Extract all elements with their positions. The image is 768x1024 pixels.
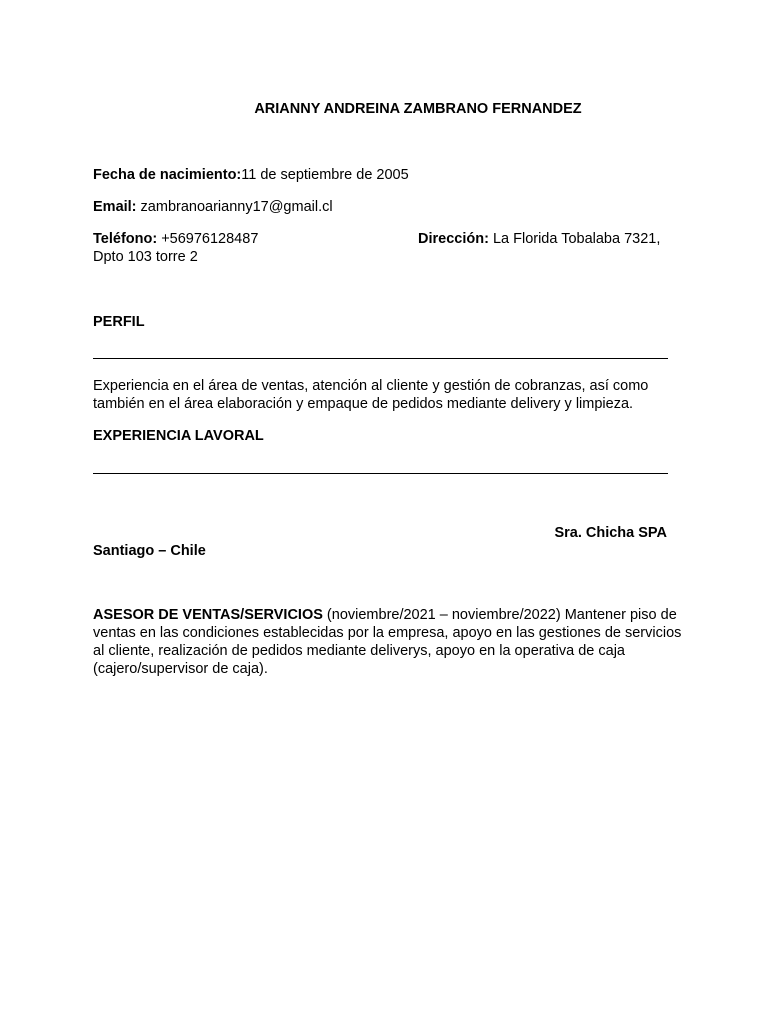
experience-divider [93, 473, 668, 474]
job-line-2: ventas en las condiciones establecidas por la empresa, apoyo en las gestiones de servicios [93, 625, 682, 641]
phone-value: +56976128487 [161, 231, 259, 247]
birth-date-value: 11 de septiembre de 2005 [241, 167, 409, 183]
profile-heading: PERFIL [93, 314, 145, 330]
company-name: Sra. Chicha SPA [554, 525, 667, 541]
email-line [93, 198, 333, 216]
address-value: La Florida Tobalaba 7321, [492, 231, 661, 247]
phone-line [93, 230, 258, 248]
address-line [418, 230, 660, 248]
profile-divider [93, 358, 668, 359]
company-location: Santiago – Chile [93, 543, 206, 559]
job-title: ASESOR DE VENTAS/SERVICIOS [93, 607, 323, 623]
phone-label: Teléfono: [93, 231, 158, 247]
address-label: Dirección: [418, 231, 489, 247]
job-line-3: al cliente, realización de pedidos mediante deliverys, apoyo en la operativa de caja [93, 643, 625, 659]
address-continuation: Dpto 103 torre 2 [93, 249, 198, 265]
job-line-1 [93, 606, 677, 624]
birth-date-label: Fecha de nacimiento: [93, 167, 242, 183]
birth-date-line [93, 166, 409, 184]
profile-text-line-1: Experiencia en el área de ventas, atención al cliente y gestión de cobranzas, así como [93, 378, 649, 394]
profile-text-line-2: también en el área elaboración y empaque de pedidos mediante delivery y limpieza. [93, 396, 634, 412]
job-line-1-rest: (noviembre/2021 – noviembre/2022) Mantener piso de [322, 607, 677, 623]
email-label: Email: [93, 199, 137, 215]
document-title: ARIANNY ANDREINA ZAMBRANO FERNANDEZ [254, 101, 582, 117]
experience-heading: EXPERIENCIA LAVORAL [93, 428, 264, 444]
job-line-4: (cajero/supervisor de caja). [93, 661, 268, 677]
email-value: zambranoarianny17@gmail.cl [140, 199, 333, 215]
